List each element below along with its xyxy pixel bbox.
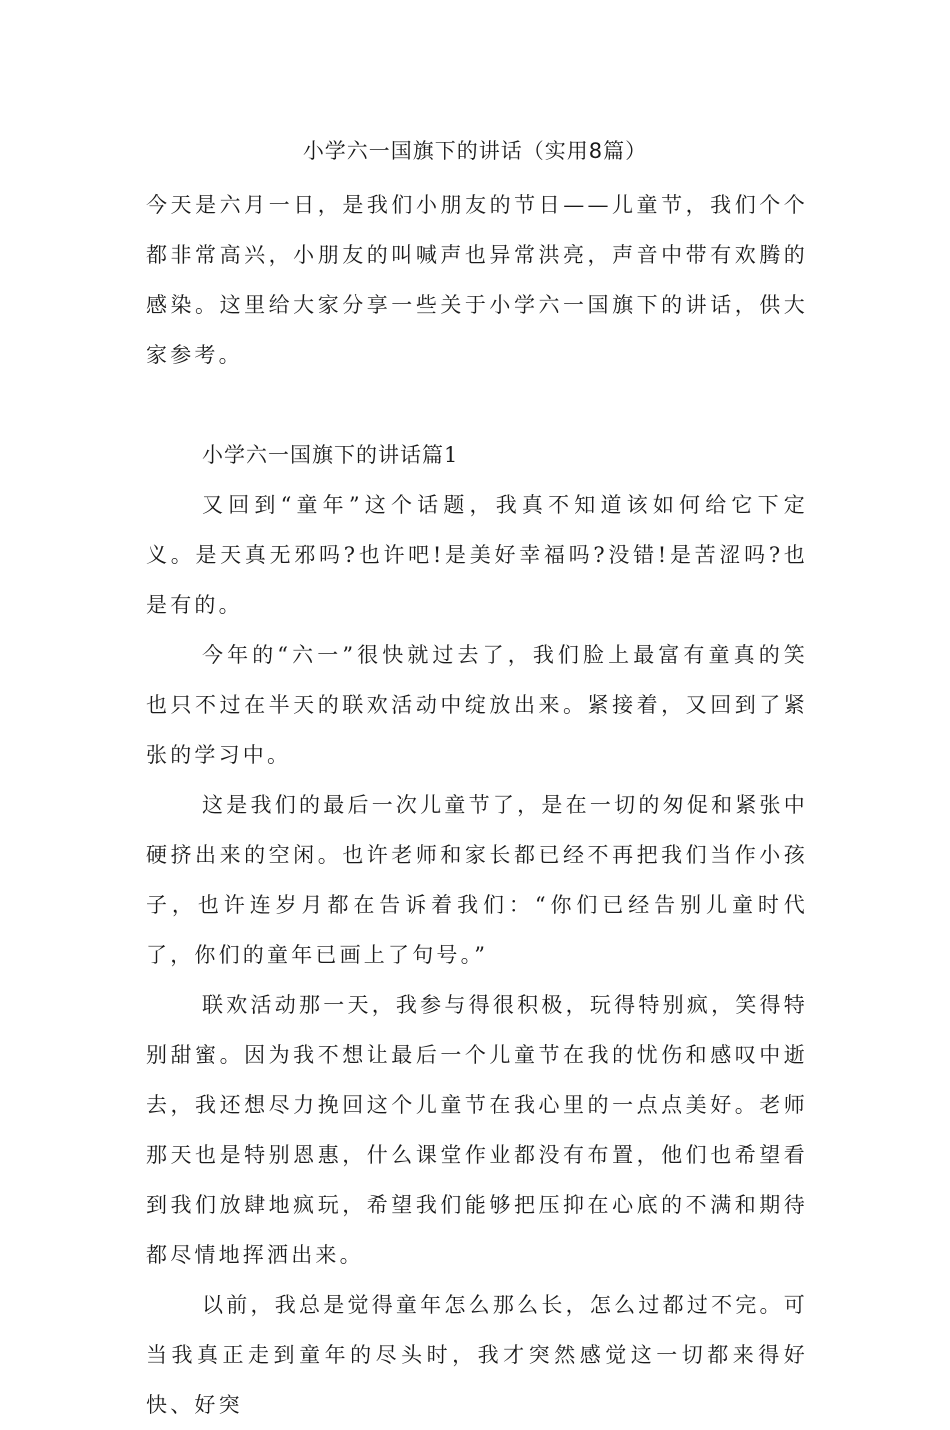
body-paragraph-1: 又回到“童年”这个话题，我真不知道该如何给它下定义。是天真无邪吗?也许吧!是美好幸福吗?没错!是苦涩吗?也是有的。: [146, 493, 808, 617]
intro-paragraph: 今天是六月一日，是我们小朋友的节日——儿童节，我们个个都非常高兴，小朋友的叫喊声也异常洪亮，声音中带有欢腾的感染。这里给大家分享一些关于小学六一国旗下的讲话，供大家参考。: [146, 193, 808, 367]
document-body: [146, 180, 808, 1430]
body-paragraph-3: 这是我们的最后一次儿童节了，是在一切的匆促和紧张中硬挤出来的空闲。也许老师和家长都已经不再把我们当作小孩子，也许连岁月都在告诉着我们：“你们已经告别儿童时代了，你们的童年已画上了句号。”: [146, 793, 808, 967]
section-heading: 小学六一国旗下的讲话篇1: [202, 443, 459, 467]
paragraph-gap: [146, 380, 808, 430]
body-paragraph-2: 今年的“六一”很快就过去了，我们脸上最富有童真的笑也只不过在半天的联欢活动中绽放出来。紧接着，又回到了紧张的学习中。: [146, 643, 808, 767]
body-paragraph-5: 以前，我总是觉得童年怎么那么长，怎么过都过不完。可当我真正走到童年的尽头时，我才突然感觉这一切都来得好快、好突: [146, 1293, 808, 1417]
body-paragraph-4: 联欢活动那一天，我参与得很积极，玩得特别疯，笑得特别甜蜜。因为我不想让最后一个儿童节在我的忧伤和感叹中逝去，我还想尽力挽回这个儿童节在我心里的一点点美好。老师那天也是特别恩惠，什么课堂作业都没有布置，他们也希望看到我们放肆地疯玩，希望我们能够把压抑在心底的不满和期待都尽情地挥洒出来。: [146, 993, 808, 1267]
document-title: 小学六一国旗下的讲话（实用8篇）: [302, 139, 648, 163]
